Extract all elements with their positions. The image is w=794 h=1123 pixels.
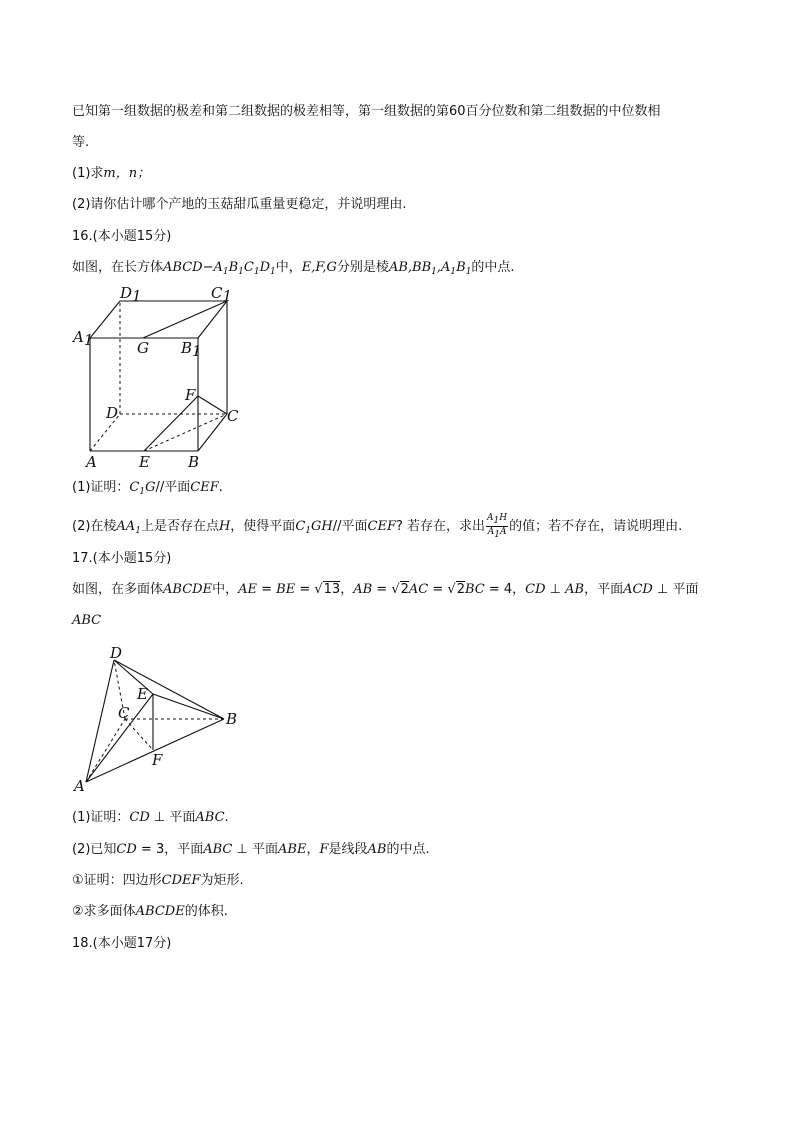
label-B1: B1 [181, 339, 202, 360]
edge-E-B [153, 694, 224, 719]
q16-stem: 如图，在长方体$ABCD-A_1B_1C_1D_1$中，E,F,G分别是棱$AB,BB_1,A_1B_1$的中点. [72, 260, 515, 277]
q17-stem-line-2: ABC [72, 613, 102, 628]
label-E: E [139, 453, 150, 471]
edge-B1-C1 [198, 301, 227, 338]
q17-sub-2: ②求多面体ABCDE的体积. [72, 904, 228, 919]
label-D: D [110, 644, 123, 662]
label-D1: D1 [120, 284, 142, 305]
q15-part-2: (2)请你估计哪个产地的玉菇甜瓜重量更稳定，并说明理由. [72, 197, 407, 212]
label-A: A [86, 453, 97, 471]
cuboid-figure [70, 283, 250, 473]
label-C: C [118, 704, 130, 722]
q17-part-2: (2)已知CD = 3，平面ABC ⊥ 平面ABE，F是线段AB的中点. [72, 842, 430, 857]
edge-B-C [198, 414, 227, 451]
polyhedron-figure [70, 642, 250, 797]
label-F: F [152, 751, 163, 769]
q16-part-2: (2)在棱$AA_1$上是否存在点H，使得平面$C_1GH//$平面CEF? 若存在，求出 $\frac{A_1H}{A_1A}$ 的值；若不存在，请说明理由. [72, 513, 683, 540]
intro-line-1: 已知第一组数据的极差和第二组数据的极差相等，第一组数据的第60百分位数和第二组数据的中位数相 [72, 104, 661, 119]
label-A1: A1 [73, 328, 94, 349]
label-E: E [137, 685, 148, 703]
hidden-segment-E-C [144, 414, 227, 451]
edge-A1-D1 [90, 301, 120, 338]
q16-header: 16.(本小题15分) [72, 229, 172, 244]
label-C1: C1 [211, 284, 233, 305]
segment-E-F [144, 396, 198, 451]
q17-sub-1: ①证明：四边形CDEF为矩形. [72, 873, 244, 888]
hidden-edge-C-F [125, 719, 153, 750]
q15-part-1: (1)求m，n； [72, 166, 151, 181]
label-F: F [185, 386, 196, 404]
segment-F-C [198, 396, 227, 414]
label-B: B [188, 453, 200, 471]
segment-C1-G [143, 301, 227, 338]
intro-line-2: 等. [72, 135, 90, 150]
q17-header: 17.(本小题15分) [72, 551, 172, 566]
label-A: A [74, 777, 85, 795]
q18-header: 18.(本小题17分) [72, 936, 172, 951]
label-C: C [227, 407, 239, 425]
edge-D-B [114, 660, 224, 719]
label-B: B [226, 710, 238, 728]
q17-stem: 如图，在多面体ABCDE中，AE = BE = √13，AB = √2AC = √2BC = 4，CD ⊥ AB，平面ACD ⊥ 平面 [72, 582, 699, 597]
label-G: G [137, 339, 149, 357]
q16-part-1: (1)证明：$C_1G//$平面CEF. [72, 480, 223, 497]
label-D: D [106, 404, 119, 422]
q17-part-1: (1)证明：CD ⊥ 平面ABC. [72, 810, 229, 825]
